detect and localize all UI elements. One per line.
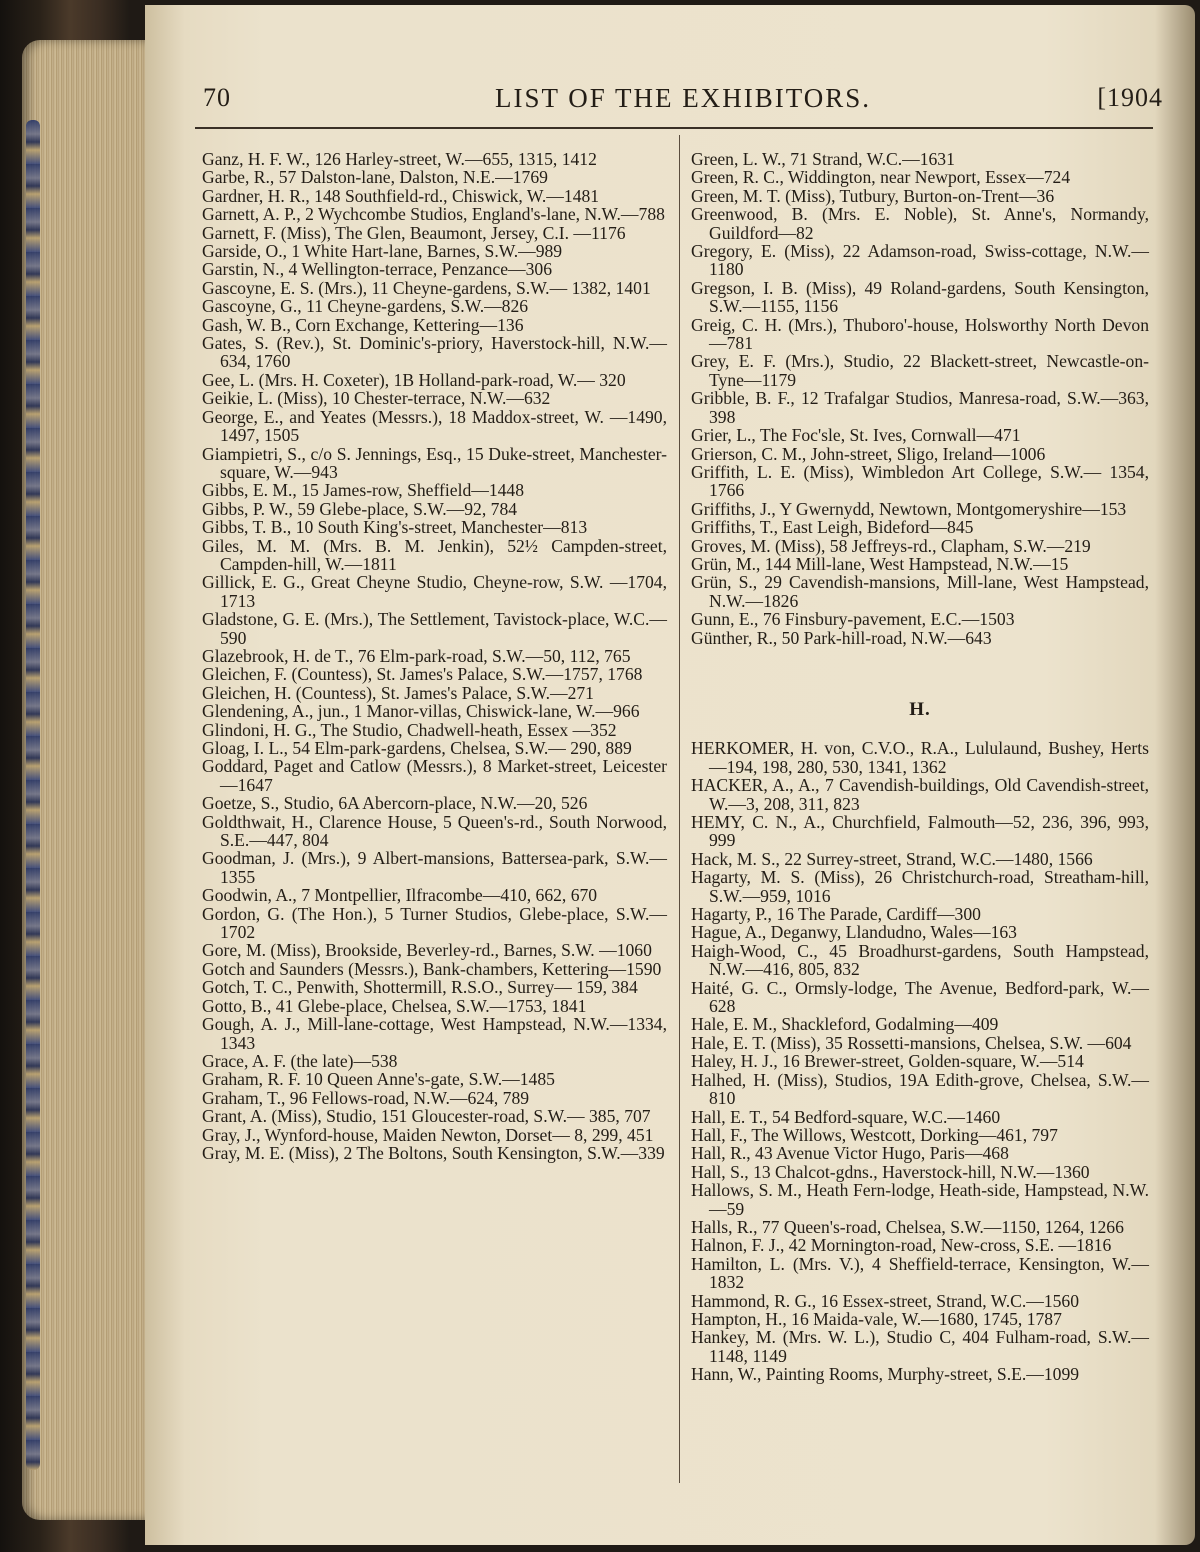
- page-edges: [22, 40, 147, 1520]
- exhibitor-entry: Gibbs, P. W., 59 Glebe-place, S.W.—92, 784: [202, 498, 518, 519]
- exhibitor-entry: Gee, L. (Mrs. H. Coxeter), 1B Holland-park-road, W.— 320: [202, 369, 626, 390]
- exhibitor-entry: Gibbs, T. B., 10 South King's-street, Manchester—813: [202, 517, 588, 538]
- exhibitor-entry: Graham, T., 96 Fellows-road, N.W.—624, 789: [202, 1087, 530, 1108]
- exhibitor-entry: Hague, A., Deganwy, Llandudno, Wales—163: [691, 922, 1017, 943]
- marbled-edge: [26, 120, 40, 1470]
- exhibitor-entry: Garnett, A. P., 2 Wychcombe Studios, England's-lane, N.W.—788: [202, 204, 665, 225]
- exhibitor-entry: HACKER, A., A., 7 Cavendish-buildings, Old Cavendish-street, W.—3, 208, 311, 823: [691, 775, 1149, 814]
- exhibitor-entry: Grierson, C. M., John-street, Sligo, Ireland—1006: [691, 443, 1046, 464]
- column-divider: [679, 135, 680, 1483]
- exhibitor-entry: Gotch, T. C., Penwith, Shottermill, R.S.O., Surrey— 159, 384: [202, 977, 638, 998]
- exhibitor-entry: Hamilton, L. (Mrs. V.), 4 Sheffield-terrace, Kensington, W.—1832: [691, 1253, 1149, 1293]
- left-column: [202, 150, 667, 1162]
- exhibitor-entry: Gibbs, E. M., 15 James-row, Sheffield—1448: [202, 480, 525, 501]
- exhibitor-entry: Hallows, S. M., Heath Fern-lodge, Heath-side, Hampstead, N.W.—59: [691, 1180, 1149, 1219]
- exhibitor-entry: Greig, C. H. (Mrs.), Thuboro'-house, Holsworthy North Devon—781: [691, 314, 1149, 354]
- exhibitor-entry: HERKOMER, H. von, C.V.O., R.A., Lululaund, Bushey, Herts—194, 198, 280, 530, 1341, 1362: [691, 738, 1149, 777]
- exhibitor-entry: HEMY, C. N., A., Churchfield, Falmouth—52, 236, 396, 993, 999: [691, 812, 1149, 851]
- exhibitor-entry: Goodman, J. (Mrs.), 9 Albert-mansions, Battersea-park, S.W.—1355: [202, 848, 667, 887]
- exhibitor-entry: Halhed, H. (Miss), Studios, 19A Edith-grove, Chelsea, S.W.—810: [691, 1069, 1149, 1109]
- exhibitor-entry: Gough, A. J., Mill-lane-cottage, West Hampstead, N.W.—1334, 1343: [202, 1014, 667, 1053]
- g-entries: [691, 150, 1149, 647]
- exhibitor-entry: Gleichen, H. (Countess), St. James's Palace, S.W.—271: [202, 682, 594, 703]
- exhibitor-entry: Gunn, E., 76 Finsbury-pavement, E.C.—1503: [691, 609, 1015, 630]
- exhibitor-entry: Hagarty, P., 16 The Parade, Cardiff—300: [691, 904, 981, 925]
- exhibitor-entry: Greenwood, B. (Mrs. E. Noble), St. Anne's, Normandy, Guildford—82: [691, 204, 1149, 243]
- exhibitor-entry: Gascoyne, E. S. (Mrs.), 11 Cheyne-gardens, S.W.— 1382, 1401: [202, 277, 651, 298]
- right-column: [691, 150, 1149, 1384]
- section-heading-h: H.: [909, 698, 931, 720]
- exhibitor-entry: Gribble, B. F., 12 Trafalgar Studios, Manresa-road, S.W.—363, 398: [691, 388, 1149, 427]
- exhibitor-entry: Gregory, E. (Miss), 22 Adamson-road, Swiss-cottage, N.W.—1180: [691, 241, 1149, 280]
- exhibitor-entry: Gascoyne, G., 11 Cheyne-gardens, S.W.—826: [202, 296, 529, 317]
- exhibitor-entry: Goldthwait, H., Clarence House, 5 Queen's-rd., South Norwood, S.E.—447, 804: [202, 811, 667, 851]
- exhibitor-entry: Gray, J., Wynford-house, Maiden Newton, Dorset— 8, 299, 451: [202, 1124, 654, 1145]
- exhibitor-entry: Hann, W., Painting Rooms, Murphy-street, S.E.—1099: [691, 1364, 1080, 1385]
- exhibitor-entry: Graham, R. F. 10 Queen Anne's-gate, S.W.—1485: [202, 1069, 555, 1090]
- exhibitor-entry: Hankey, M. (Mrs. W. L.), Studio C, 404 Fulham-road, S.W.—1148, 1149: [691, 1327, 1149, 1366]
- exhibitor-entry: Garbe, R., 57 Dalston-lane, Dalston, N.E.—1769: [202, 167, 548, 188]
- exhibitor-entry: Garstin, N., 4 Wellington-terrace, Penzance—306: [202, 259, 553, 280]
- page-number: 70: [203, 83, 231, 112]
- exhibitor-entry: Gates, S. (Rev.), St. Dominic's-priory, Haverstock-hill, N.W.—634, 1760: [202, 333, 667, 372]
- exhibitor-entry: Geikie, L. (Miss), 10 Chester-terrace, N.W.—632: [202, 388, 551, 409]
- exhibitor-entry: Gladstone, G. E. (Mrs.), The Settlement, Tavistock-place, W.C.—590: [202, 609, 667, 648]
- book-page: [145, 5, 1195, 1545]
- exhibitor-entry: Griffith, L. E. (Miss), Wimbledon Art College, S.W.— 1354, 1766: [691, 461, 1149, 501]
- exhibitor-entry: Gillick, E. G., Great Cheyne Studio, Cheyne-row, S.W. —1704, 1713: [202, 572, 667, 611]
- page-year: [1904: [1097, 83, 1163, 112]
- h-entries: [691, 739, 1149, 1383]
- exhibitor-entry: Grün, S., 29 Cavendish-mansions, Mill-lane, West Hampstead, N.W.—1826: [691, 572, 1149, 611]
- exhibitor-entry: Garnett, F. (Miss), The Glen, Beaumont, Jersey, C.I. —1176: [202, 222, 626, 243]
- exhibitor-entry: Hall, S., 13 Chalcot-gdns., Haverstock-hill, N.W.—1360: [691, 1161, 1090, 1182]
- exhibitor-entry: Glendening, A., jun., 1 Manor-villas, Chiswick-lane, W.—966: [202, 701, 640, 722]
- exhibitor-entry: Glazebrook, H. de T., 76 Elm-park-road, S.W.—50, 112, 765: [202, 645, 631, 666]
- exhibitor-entry: Haigh-Wood, C., 45 Broadhurst-gardens, South Hampstead, N.W.—416, 805, 832: [691, 940, 1149, 980]
- exhibitor-entry: Hall, R., 43 Avenue Victor Hugo, Paris—468: [691, 1143, 1009, 1164]
- exhibitor-entry: Haité, G. C., Ormsly-lodge, The Avenue, Bedford-park, W.—628: [691, 977, 1149, 1017]
- exhibitor-entry: George, E., and Yeates (Messrs.), 18 Maddox-street, W. —1490, 1497, 1505: [202, 406, 667, 446]
- exhibitor-entry: Grier, L., The Foc'sle, St. Ives, Cornwall—471: [691, 425, 1021, 446]
- exhibitor-entry: Grün, M., 144 Mill-lane, West Hampstead, N.W.—15: [691, 553, 1069, 574]
- exhibitor-entry: Gotch and Saunders (Messrs.), Bank-chambers, Kettering—1590: [202, 958, 662, 979]
- exhibitor-entry: Haley, H. J., 16 Brewer-street, Golden-square, W.—514: [691, 1051, 1084, 1072]
- exhibitor-entry: Gash, W. B., Corn Exchange, Kettering—136: [202, 314, 524, 335]
- exhibitor-entry: Hampton, H., 16 Maida-vale, W.—1680, 1745, 1787: [691, 1308, 1062, 1329]
- exhibitor-entry: Hall, E. T., 54 Bedford-square, W.C.—1460: [691, 1106, 1001, 1127]
- exhibitor-entry: Hale, E. T. (Miss), 35 Rossetti-mansions, Chelsea, S.W. —604: [691, 1032, 1132, 1053]
- exhibitor-entry: Hale, E. M., Shackleford, Godalming—409: [691, 1014, 999, 1035]
- exhibitor-entry: Grant, A. (Miss), Studio, 151 Gloucester-road, S.W.— 385, 707: [202, 1106, 651, 1127]
- header-rule: [195, 127, 1153, 129]
- exhibitor-entry: Gardner, H. R., 148 Southfield-rd., Chiswick, W.—1481: [202, 185, 600, 206]
- exhibitor-entry: Green, M. T. (Miss), Tutbury, Burton-on-Trent—36: [691, 185, 1055, 206]
- exhibitor-entry: Garside, O., 1 White Hart-lane, Barnes, S.W.—989: [202, 241, 563, 262]
- exhibitor-entry: Günther, R., 50 Park-hill-road, N.W.—643: [691, 627, 992, 648]
- exhibitor-entry: Gloag, I. L., 54 Elm-park-gardens, Chelsea, S.W.— 290, 889: [202, 738, 632, 758]
- exhibitor-entry: Hall, F., The Willows, Westcott, Dorking—461, 797: [691, 1124, 1058, 1145]
- exhibitor-entry: Gregson, I. B. (Miss), 49 Roland-gardens, South Kensington, S.W.—1155, 1156: [691, 277, 1149, 317]
- exhibitor-entry: Green, L. W., 71 Strand, W.C.—1631: [691, 149, 955, 169]
- exhibitor-entry: Hagarty, M. S. (Miss), 26 Christchurch-road, Streatham-hill, S.W.—959, 1016: [691, 867, 1149, 906]
- exhibitor-entry: Ganz, H. F. W., 126 Harley-street, W.—655, 1315, 1412: [202, 149, 597, 169]
- exhibitor-entry: Green, R. C., Widdington, near Newport, Essex—724: [691, 167, 1071, 188]
- exhibitor-entry: Gray, M. E. (Miss), 2 The Boltons, South Kensington, S.W.—339: [202, 1142, 665, 1163]
- exhibitor-entry: Griffiths, T., East Leigh, Bideford—845: [691, 517, 974, 538]
- exhibitor-entry: Gore, M. (Miss), Brookside, Beverley-rd., Barnes, S.W. —1060: [202, 940, 652, 961]
- exhibitor-entry: Grace, A. F. (the late)—538: [202, 1050, 398, 1071]
- exhibitor-entry: Gotto, B., 41 Glebe-place, Chelsea, S.W.—1753, 1841: [202, 995, 587, 1016]
- exhibitor-entry: Griffiths, J., Y Gwernydd, Newtown, Montgomeryshire—153: [691, 498, 1127, 519]
- exhibitor-entry: Hack, M. S., 22 Surrey-street, Strand, W.C.—1480, 1566: [691, 848, 1093, 869]
- exhibitor-entry: Goddard, Paget and Catlow (Messrs.), 8 Market-street, Leicester—1647: [202, 756, 667, 795]
- exhibitor-entry: Grey, E. F. (Mrs.), Studio, 22 Blackett-street, Newcastle-on-Tyne—1179: [691, 351, 1149, 390]
- page-header: [203, 83, 1163, 123]
- exhibitor-entry: Halnon, F. J., 42 Mornington-road, New-cross, S.E. —1816: [691, 1235, 1112, 1256]
- exhibitor-entry: Gleichen, F. (Countess), St. James's Palace, S.W.—1757, 1768: [202, 664, 643, 685]
- exhibitor-entry: Halls, R., 77 Queen's-road, Chelsea, S.W.—1150, 1264, 1266: [691, 1216, 1124, 1237]
- exhibitor-entry: Goodwin, A., 7 Montpellier, Ilfracombe—410, 662, 670: [202, 885, 598, 906]
- exhibitor-entry: Giles, M. M. (Mrs. B. M. Jenkin), 52½ Campden-street, Campden-hill, W.—1811: [202, 535, 667, 574]
- exhibitor-entry: Glindoni, H. G., The Studio, Chadwell-heath, Essex —352: [202, 719, 617, 740]
- page-title: LIST OF THE EXHIBITORS.: [494, 83, 872, 113]
- exhibitor-entry: Goetze, S., Studio, 6A Abercorn-place, N.W.—20, 526: [202, 793, 588, 814]
- exhibitor-entry: Gordon, G. (The Hon.), 5 Turner Studios, Glebe-place, S.W.—1702: [202, 903, 667, 943]
- exhibitor-entry: Giampietri, S., c/o S. Jennings, Esq., 15 Duke-street, Manchester-square, W.—943: [202, 443, 667, 482]
- exhibitor-entry: Hammond, R. G., 16 Essex-street, Strand, W.C.—1560: [691, 1290, 1080, 1311]
- exhibitor-entry: Groves, M. (Miss), 58 Jeffreys-rd., Clapham, S.W.—219: [691, 535, 1091, 556]
